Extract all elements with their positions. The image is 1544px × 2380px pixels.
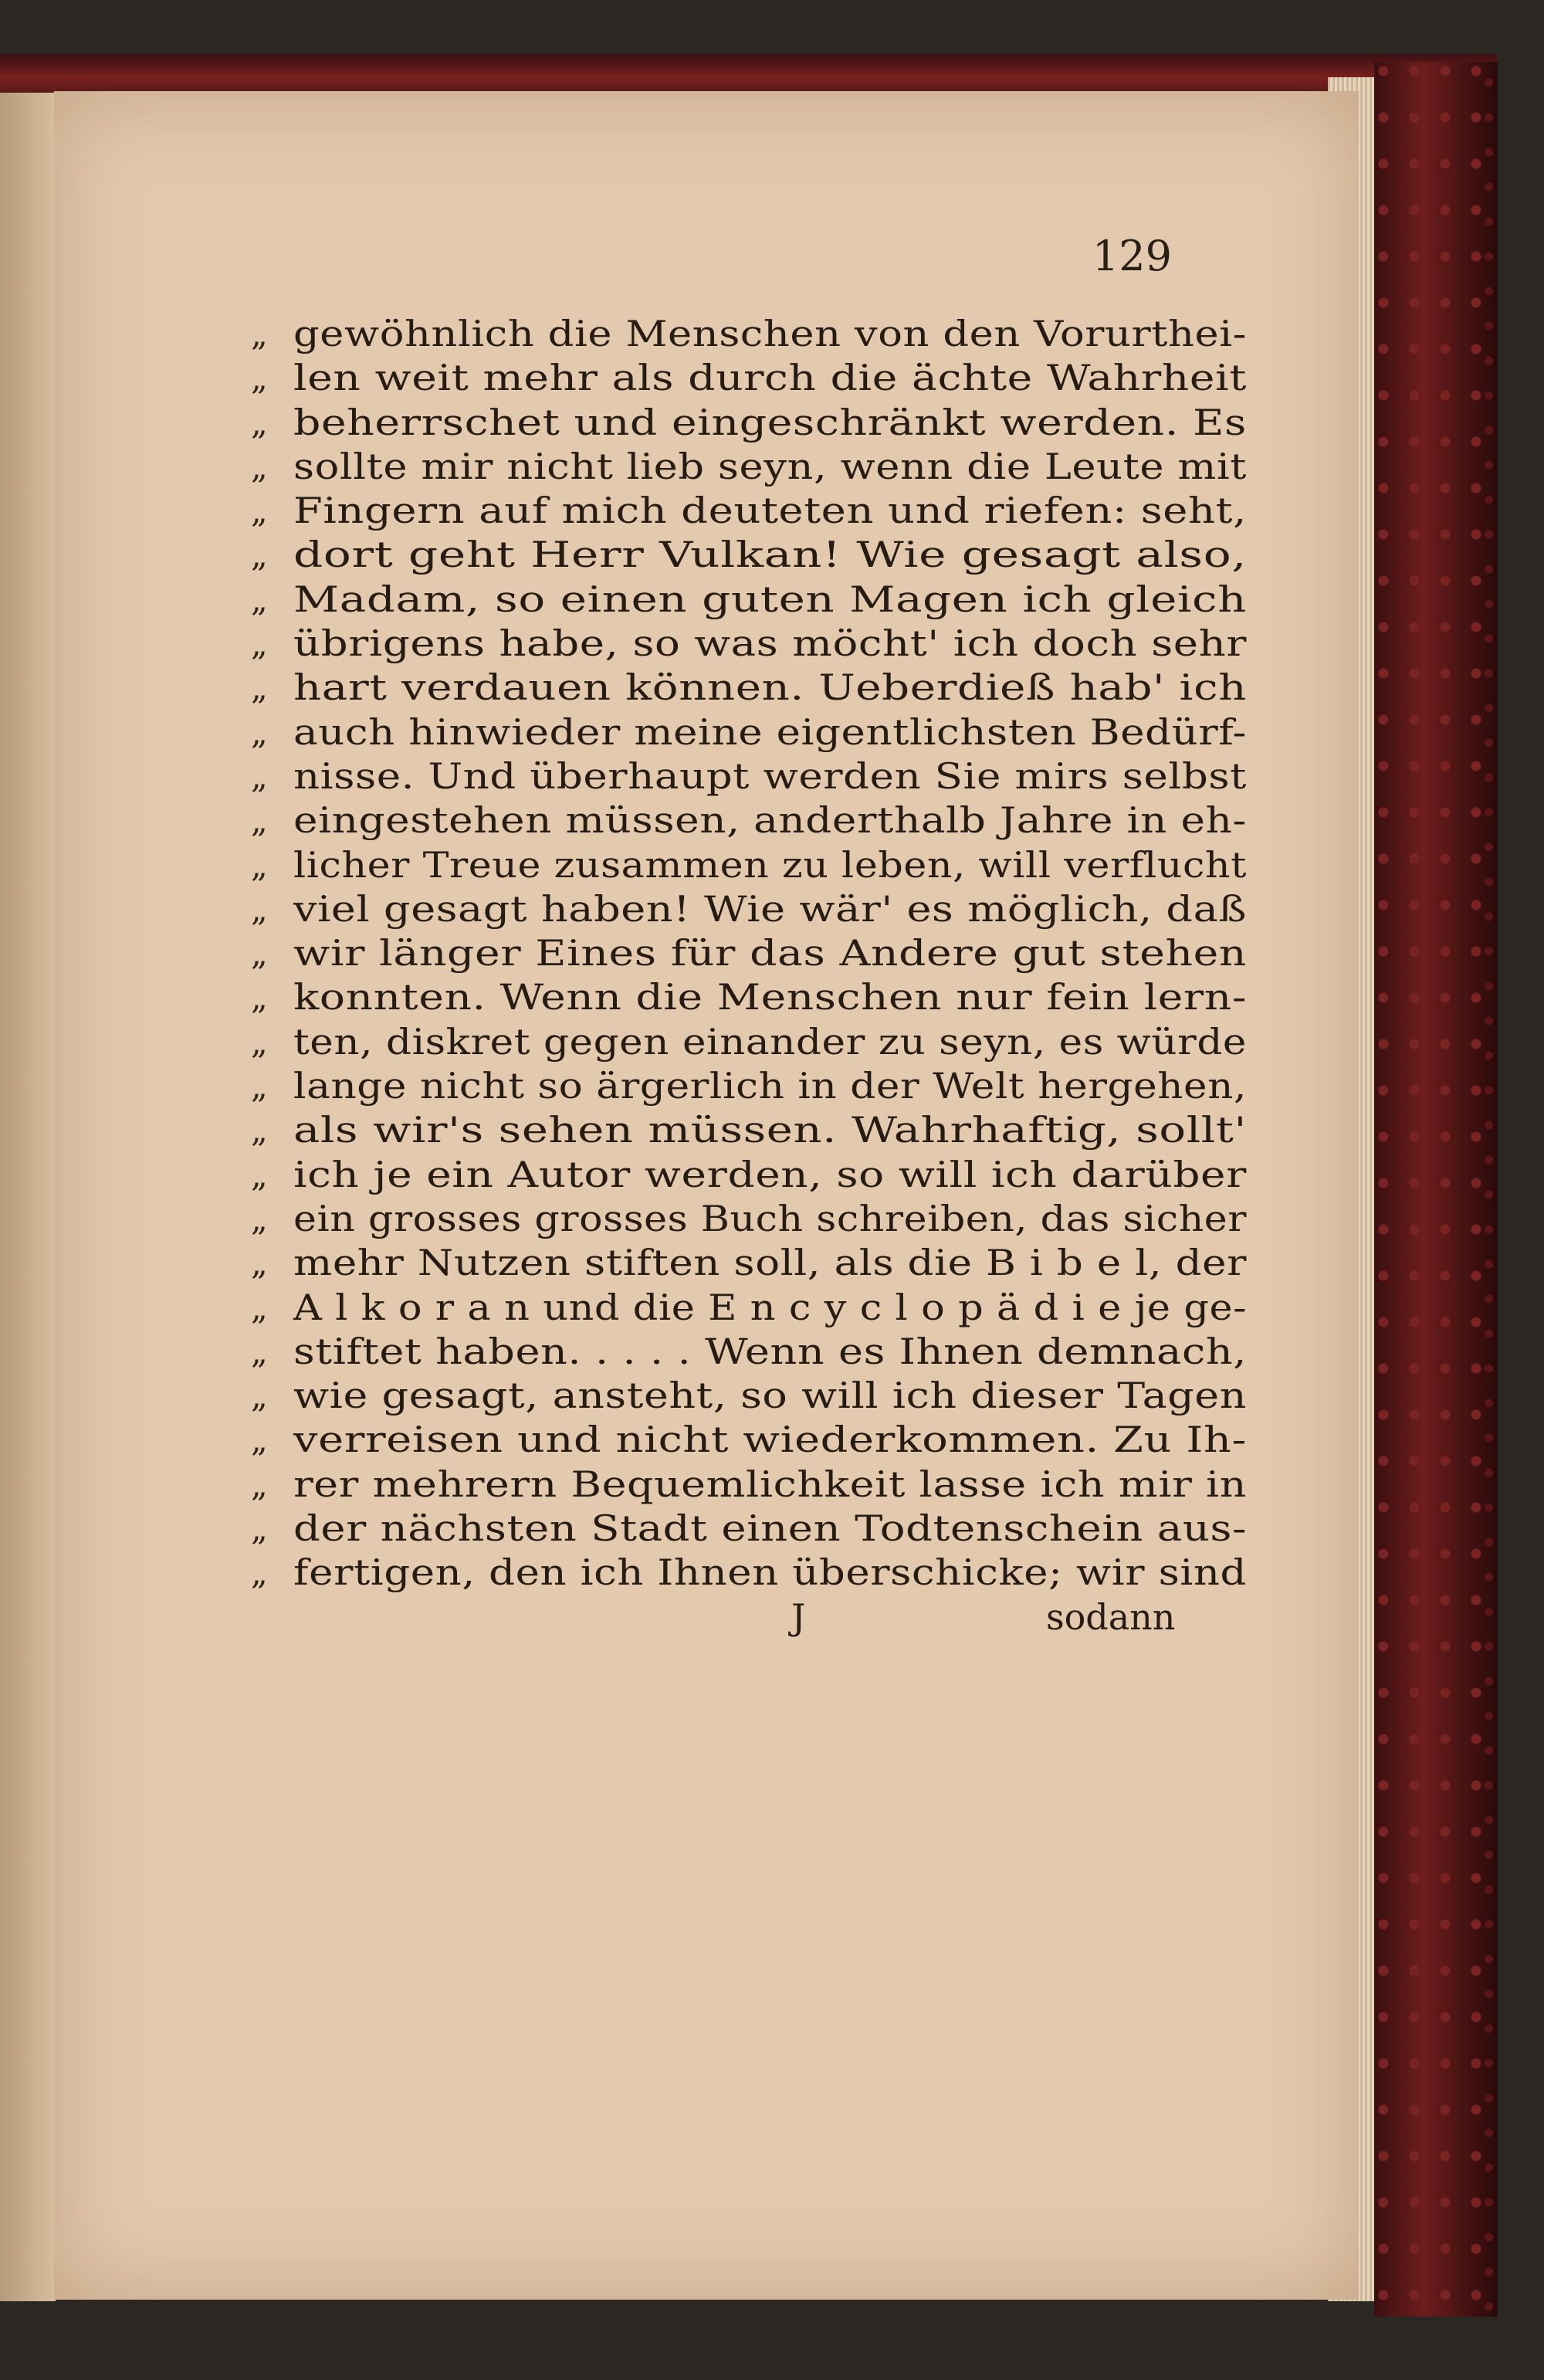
quote-mark: „ [251, 669, 268, 707]
text-line [251, 666, 1254, 710]
quote-mark: „ [251, 1465, 268, 1504]
text-line [251, 931, 1254, 975]
quote-mark: „ [251, 1377, 268, 1415]
text-line [251, 1108, 1254, 1152]
line-text: Fingern auf mich deuteten und riefen: seht, [293, 490, 1247, 532]
line-text: hart verdauen können. Ueberdieß hab' ich [293, 666, 1247, 709]
line-text: Madam, so einen guten Magen ich gleich [293, 578, 1247, 620]
quote-mark: „ [251, 315, 268, 353]
quote-mark: „ [251, 536, 268, 575]
line-text: gewöhnlich die Menschen von den Vorurthei- [293, 313, 1247, 354]
line-text: eingestehen müssen, anderthalb Jahre in eh- [293, 799, 1247, 842]
quote-mark: „ [251, 359, 268, 398]
quote-mark: „ [251, 1022, 268, 1061]
line-text: beherrschet und eingeschränkt werden. Es [293, 401, 1247, 443]
quote-mark: „ [251, 580, 268, 619]
text-line [251, 622, 1254, 666]
line-text: viel gesagt haben! Wie wär' es möglich, daß [293, 887, 1247, 930]
text-line [251, 1064, 1254, 1108]
text-line [251, 533, 1254, 577]
line-text: verreisen und nicht wiederkommen. Zu Ih- [293, 1419, 1247, 1461]
line-text: sollte mir nicht lieb seyn, wenn die Leute mit [293, 445, 1247, 487]
quote-mark: „ [251, 1244, 268, 1283]
line-text: konnten. Wenn die Menschen nur fein lern- [293, 976, 1247, 1019]
line-text: ich je ein Autor werden, so will ich darüber [293, 1153, 1247, 1195]
body-text [251, 312, 1254, 1639]
quote-mark: „ [251, 846, 268, 884]
facing-page-edge [0, 93, 56, 2301]
text-line [251, 578, 1254, 622]
page-number: 129 [1092, 232, 1172, 280]
text-line [251, 754, 1254, 798]
quote-mark: „ [251, 403, 268, 442]
quote-mark: „ [251, 492, 268, 531]
text-line [251, 401, 1254, 445]
text-line [251, 489, 1254, 533]
line-text: auch hinwieder meine eigentlichsten Bedürf- [293, 710, 1247, 753]
text-line [251, 445, 1254, 489]
line-text: übrigens habe, so was möcht' ich doch sehr [293, 622, 1247, 665]
text-line [251, 1286, 1254, 1330]
quote-mark: „ [251, 713, 268, 751]
text-line [251, 1330, 1254, 1374]
quote-mark: „ [251, 1288, 268, 1327]
line-text: licher Treue zusammen zu leben, will verflucht [293, 843, 1247, 886]
line-text: A l k o r a n und die E n c y c l o p ä d i e je ge- [293, 1286, 1247, 1328]
quote-mark: „ [251, 802, 268, 840]
signature-mark: J [791, 1595, 806, 1638]
quote-mark: „ [251, 934, 268, 973]
book-cover-top [0, 54, 1498, 93]
quote-mark: „ [251, 1554, 268, 1592]
line-text: fertigen, den ich Ihnen überschicke; wir sind [293, 1551, 1247, 1594]
text-line [251, 1020, 1254, 1064]
quote-mark: „ [251, 1332, 268, 1371]
text-line [251, 975, 1254, 1019]
line-text: als wir's sehen müssen. Wahrhaftig, sollt' [293, 1109, 1247, 1151]
page-footer [251, 1595, 1254, 1639]
line-text: wir länger Eines für das Andere gut stehen [293, 932, 1247, 975]
text-line [251, 1197, 1254, 1241]
text-line [251, 312, 1254, 356]
line-text: rer mehrern Bequemlichkeit lasse ich mir in [293, 1463, 1247, 1505]
quote-mark: „ [251, 447, 268, 486]
text-line [251, 798, 1254, 842]
text-line [251, 710, 1254, 754]
line-text: der nächsten Stadt einen Todtenschein aus- [293, 1507, 1247, 1550]
quote-mark: „ [251, 1155, 268, 1194]
quote-mark: „ [251, 1199, 268, 1238]
line-text: len weit mehr als durch die ächte Wahrheit [293, 357, 1247, 399]
quote-mark: „ [251, 890, 268, 928]
book-cover-marbled [1374, 62, 1498, 2317]
line-text: ein grosses grosses Buch schreiben, das sicher [293, 1197, 1247, 1239]
text-line [251, 887, 1254, 931]
text-line [251, 1241, 1254, 1285]
text-line [251, 1374, 1254, 1418]
line-text: nisse. Und überhaupt werden Sie mirs selbst [293, 754, 1247, 797]
text-line [251, 1418, 1254, 1462]
quote-mark: „ [251, 978, 268, 1017]
line-text: ten, diskret gegen einander zu seyn, es würde [293, 1020, 1247, 1063]
quote-mark: „ [251, 1421, 268, 1460]
quote-mark: „ [251, 1067, 268, 1106]
text-line [251, 1507, 1254, 1551]
quote-mark: „ [251, 625, 268, 663]
line-text: mehr Nutzen stiften soll, als die B i b e l, der [293, 1242, 1247, 1284]
text-line [251, 1153, 1254, 1197]
text-line [251, 1551, 1254, 1595]
quote-mark: „ [251, 1510, 268, 1548]
line-text: lange nicht so ärgerlich in der Welt hergehen, [293, 1065, 1247, 1107]
line-text: dort geht Herr Vulkan! Wie gesagt also, [293, 534, 1247, 576]
quote-mark: „ [251, 1111, 268, 1150]
text-line [251, 1463, 1254, 1507]
quote-mark: „ [251, 757, 268, 795]
text-line [251, 356, 1254, 400]
line-text: wie gesagt, ansteht, so will ich dieser Tagen [293, 1375, 1247, 1417]
line-text: stiftet haben. . . . . Wenn es Ihnen demnach, [293, 1330, 1247, 1372]
text-line [251, 843, 1254, 887]
catchword: sodann [1046, 1595, 1176, 1638]
